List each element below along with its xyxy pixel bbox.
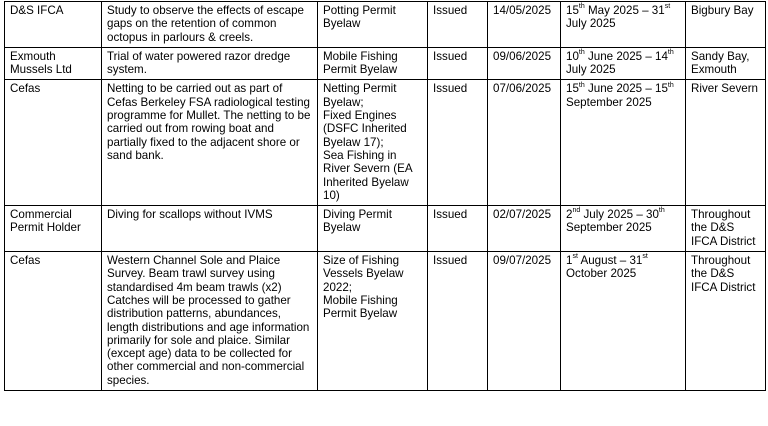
period-end-suffix: st	[664, 3, 671, 11]
period-start-suffix: th	[578, 49, 585, 57]
byelaw-line: Sea Fishing in River Severn (EA Inherited Byelaw 10)	[323, 148, 412, 202]
period-start-rest: July 2025 – 30	[580, 208, 659, 222]
applicant: Exmouth Mussels Ltd	[10, 49, 72, 77]
period-start-suffix: th	[578, 81, 585, 89]
status-cell	[428, 2, 488, 48]
status-cell	[428, 252, 488, 391]
period-end-suffix: st	[642, 253, 648, 261]
applicant-cell	[5, 47, 102, 80]
location: Throughout the D&S IFCA District	[691, 208, 756, 248]
period-start-rest: June 2025 – 14	[584, 49, 668, 63]
table-row	[5, 2, 766, 48]
location: Throughout the D&S IFCA District	[691, 254, 756, 294]
date-cell	[488, 47, 561, 80]
applicant-cell	[5, 2, 102, 48]
status: Issued	[433, 254, 468, 268]
period-end-rest: September 2025	[566, 221, 652, 235]
byelaw-line: Potting Permit Byelaw	[323, 4, 396, 31]
period-end-suffix: th	[658, 207, 665, 215]
status: Issued	[433, 49, 468, 63]
date-cell	[488, 206, 561, 252]
date-cell	[488, 252, 561, 391]
period-cell	[561, 47, 686, 80]
period-start-rest: June 2025 – 15	[584, 82, 668, 96]
applicant-cell	[5, 80, 102, 206]
table-row	[5, 252, 766, 391]
location-cell	[686, 47, 766, 80]
date-cell	[488, 2, 561, 48]
location-cell	[686, 252, 766, 391]
status: Issued	[433, 82, 468, 96]
period-cell	[561, 2, 686, 48]
period-end-suffix: th	[667, 81, 674, 89]
issue-date: 02/07/2025	[493, 208, 552, 222]
period-start-rest: August – 31	[577, 254, 643, 268]
byelaw-line: Netting Permit Byelaw;	[323, 82, 397, 109]
issue-date: 14/05/2025	[493, 4, 552, 17]
period-cell	[561, 80, 686, 206]
status: Issued	[433, 208, 468, 222]
period-end-suffix: th	[667, 49, 674, 57]
applicant: Commercial Permit Holder	[10, 208, 81, 235]
purpose: Western Channel Sole and Plaice Survey. Beam trawl survey using standardised 4m beam trawls (x2) Catches will be processed to gather distribution patterns, abundances, length distributions and age information primarily for sole and plaice. Similar (except age) data to be collected for other commercial and non-commercial species.	[107, 254, 310, 387]
byelaw-cell	[318, 47, 428, 80]
table-row	[5, 47, 766, 80]
purpose-cell	[102, 80, 318, 206]
status-cell	[428, 47, 488, 80]
applicant: Cefas	[10, 82, 41, 96]
purpose-cell	[102, 47, 318, 80]
period-start-day: 10	[566, 49, 579, 63]
applicant-cell	[5, 206, 102, 252]
purpose: Trial of water powered razor dredge system.	[107, 49, 291, 77]
byelaw-cell	[318, 206, 428, 252]
purpose-cell	[102, 2, 318, 48]
purpose: Study to observe the effects of escape gaps on the retention of common octopus in parlours & creels.	[107, 4, 305, 44]
byelaw-line: Mobile Fishing Permit Byelaw	[323, 49, 398, 77]
period-cell	[561, 206, 686, 252]
period-cell	[561, 252, 686, 391]
period-end-rest: July 2025	[566, 63, 616, 77]
status-cell	[428, 206, 488, 252]
period-start-suffix: th	[578, 3, 585, 11]
issue-date: 09/06/2025	[493, 49, 552, 63]
location: Sandy Bay, Exmouth	[691, 49, 750, 77]
issue-date: 09/07/2025	[493, 254, 552, 268]
period-end-rest: September 2025	[566, 95, 652, 109]
period-start-rest: May 2025 – 31	[584, 4, 665, 17]
period-start-suffix: nd	[572, 207, 581, 215]
applicant: D&S IFCA	[10, 4, 64, 17]
byelaw-line: Size of Fishing Vessels Byelaw 2022;	[323, 254, 404, 294]
period-start-day: 15	[566, 4, 579, 17]
permits-table	[4, 1, 766, 391]
location-cell	[686, 2, 766, 48]
table-row	[5, 80, 766, 206]
byelaw-cell	[318, 2, 428, 48]
applicant-cell	[5, 252, 102, 391]
issue-date: 07/06/2025	[493, 82, 552, 96]
location-cell	[686, 80, 766, 206]
byelaw-line: Fixed Engines (DSFC Inherited Byelaw 17);	[323, 109, 407, 149]
byelaw-cell	[318, 252, 428, 391]
period-start-suffix: st	[572, 253, 578, 261]
location: Bigbury Bay	[691, 4, 754, 17]
byelaw-line: Diving Permit Byelaw	[323, 208, 392, 235]
purpose: Netting to be carried out as part of Cefas Berkeley FSA radiological testing programme for Mullet. The netting to be carried out from rowing boat and partially fixed to the adjacent shore or sand bank.	[107, 82, 311, 162]
period-start-day: 1	[566, 254, 573, 268]
period-end-rest: October 2025	[566, 267, 637, 281]
location-cell	[686, 206, 766, 252]
purpose: Diving for scallops without IVMS	[107, 208, 273, 222]
period-start-day: 15	[566, 82, 579, 96]
purpose-cell	[102, 206, 318, 252]
location: River Severn	[691, 82, 759, 96]
table-row	[5, 206, 766, 252]
applicant: Cefas	[10, 254, 41, 268]
byelaw-cell	[318, 80, 428, 206]
status: Issued	[433, 4, 468, 17]
period-start-day: 2	[566, 208, 573, 222]
date-cell	[488, 80, 561, 206]
period-end-rest: July 2025	[566, 17, 616, 31]
status-cell	[428, 80, 488, 206]
byelaw-line: Mobile Fishing Permit Byelaw	[323, 293, 398, 321]
purpose-cell	[102, 252, 318, 391]
